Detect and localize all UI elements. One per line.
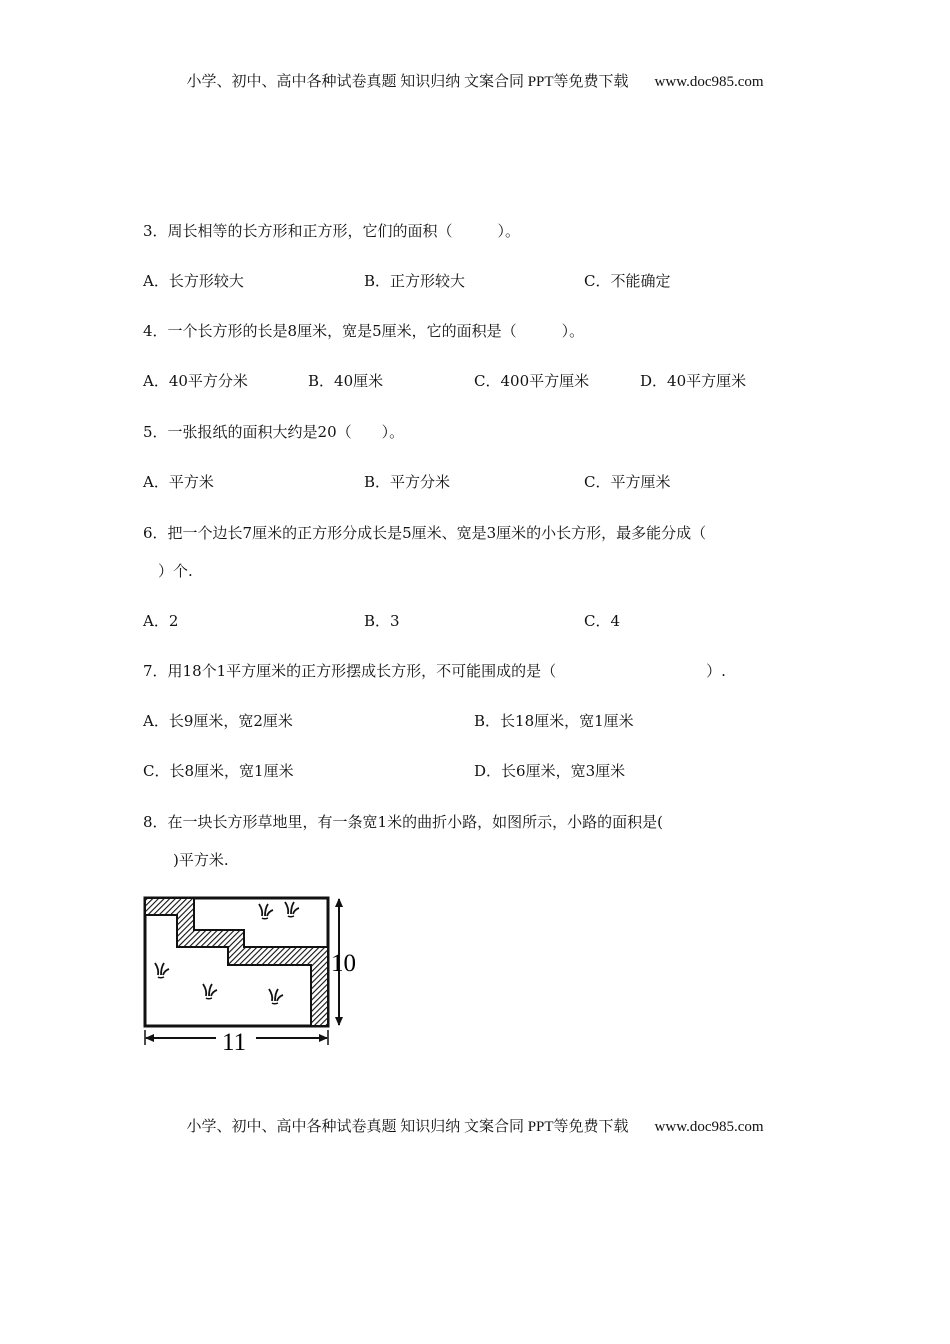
question-4-option-a: A．40平方分米 (143, 372, 248, 390)
page-header (0, 70, 950, 91)
footer-text: 小学、初中、高中各种试卷真题 知识归纳 文案合同 PPT等免费下载 (186, 1119, 629, 1135)
height-arrow-bottom (335, 1017, 343, 1026)
question-7-stem: 7．用18个1平方厘米的正方形摆成长方形，不可能围成的是（ ）. (143, 662, 726, 680)
question-5-option-a: A．平方米 (143, 473, 214, 491)
question-4-option-d: D．40平方厘米 (640, 372, 747, 390)
lawn-path-figure (138, 890, 368, 1060)
width-arrow-left (145, 1034, 154, 1042)
question-7-option-c: C．长8厘米，宽1厘米 (143, 762, 294, 780)
height-label: 10 (331, 950, 356, 977)
question-3-option-a: A．长方形较大 (143, 272, 244, 290)
page-footer (0, 1115, 950, 1136)
question-6-option-b: B．3 (364, 612, 400, 630)
question-3-option-b: B．正方形较大 (364, 272, 466, 290)
question-4-stem: 4．一个长方形的长是8厘米，宽是5厘米，它的面积是（ ）。 (143, 322, 585, 340)
question-8-stem: 8．在一块长方形草地里，有一条宽1米的曲折小路，如图所示，小路的面积是( (143, 813, 663, 831)
footer-url: www.doc985.com (654, 1119, 764, 1135)
question-4-option-b: B．40厘米 (308, 372, 384, 390)
question-6-stem: 6．把一个边长7厘米的正方形分成长是5厘米、宽是3厘米的小长方形，最多能分成（ (143, 524, 707, 542)
question-5-option-c: C．平方厘米 (584, 473, 671, 491)
question-3-stem: 3．周长相等的长方形和正方形，它们的面积（ ）。 (143, 222, 521, 240)
width-arrow-right (319, 1034, 328, 1042)
question-8-stem-cont: )平方米. (158, 851, 229, 869)
question-6-stem-cont: ）个. (158, 562, 193, 580)
question-4-option-c: C．400平方厘米 (474, 372, 590, 390)
header-url: www.doc985.com (654, 74, 764, 90)
question-7-option-a: A．长9厘米，宽2厘米 (143, 712, 293, 730)
question-5-option-b: B．平方分米 (364, 473, 451, 491)
question-6-option-c: C．4 (584, 612, 621, 630)
question-3-option-c: C．不能确定 (584, 272, 671, 290)
question-6-option-a: A．2 (143, 612, 179, 630)
width-label: 11 (222, 1029, 247, 1056)
question-5-stem: 5．一张报纸的面积大约是20（ ）。 (143, 423, 405, 441)
height-arrow-top (335, 898, 343, 907)
question-7-option-b: B．长18厘米，宽1厘米 (474, 712, 634, 730)
question-7-option-d: D．长6厘米，宽3厘米 (474, 762, 626, 780)
header-text: 小学、初中、高中各种试卷真题 知识归纳 文案合同 PPT等免费下载 (186, 74, 629, 90)
